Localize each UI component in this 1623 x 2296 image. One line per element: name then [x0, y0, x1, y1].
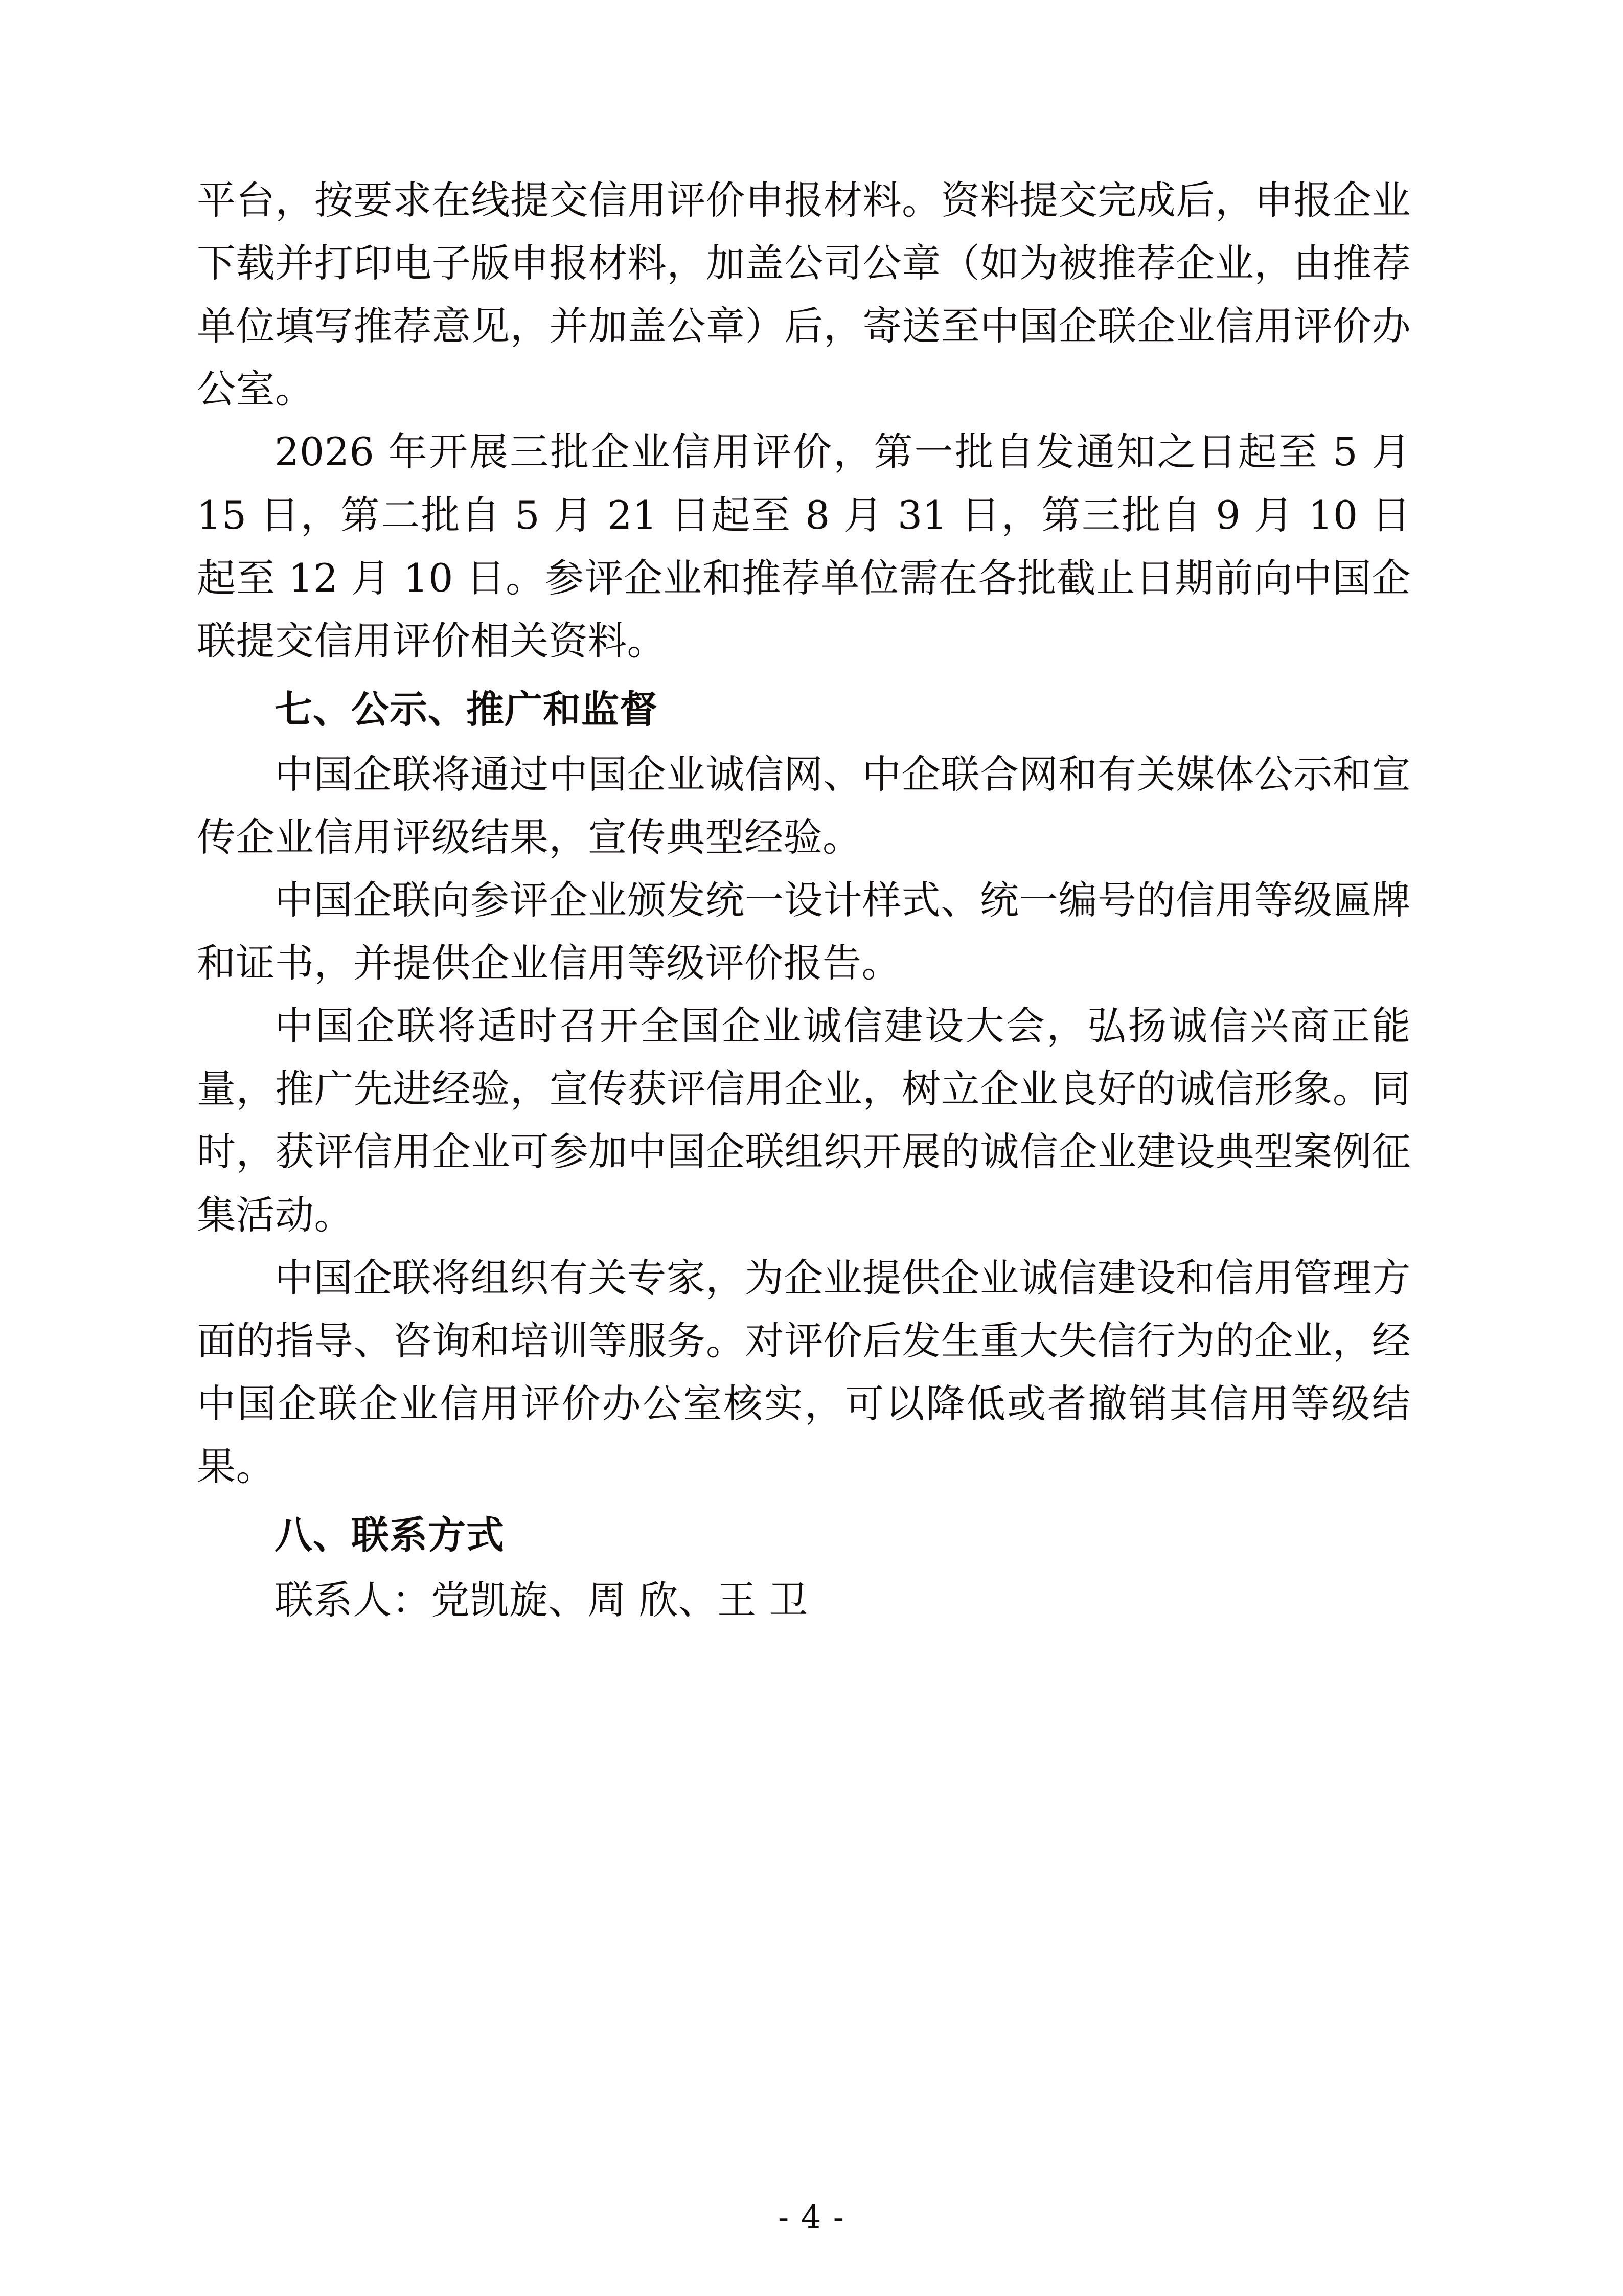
paragraph-continuation: 平台，按要求在线提交信用评价申报材料。资料提交完成后，申报企业下载并打印电子版申报材料，加盖公司公章（如为被推荐企业，由推荐单位填写推荐意见，并加盖公章）后，寄送至中国企联企业信用评价办公室。 [197, 177, 1411, 412]
paragraph-conference: 中国企联将适时召开全国企业诚信建设大会，弘扬诚信兴商正能量，推广先进经验，宣传获评信用企业，树立企业良好的诚信形象。同时，获评信用企业可参加中国企联组织开展的诚信企业建设典型案例征集活动。 [197, 1003, 1411, 1238]
section-heading-eight: 八、联系方式 [275, 1513, 505, 1558]
paragraph-contacts: 联系人：党凯旋、周 欣、王 卫 [275, 1577, 808, 1623]
page-number: - 4 - [778, 2198, 845, 2236]
paragraph-schedule: 2026 年开展三批企业信用评价，第一批自发通知之日起至 5 月 15 日，第二批自 5 月 21 日起至 8 月 31 日，第三批自 9 月 10 日起至 12 月 10 日。参评企业和推荐单位需在各批截止日期前向中国企联提交信用评价相关资料。 [197, 429, 1411, 664]
paragraph-certificates: 中国企联向参评企业颁发统一设计样式、统一编号的信用等级匾牌和证书，并提供企业信用等级评价报告。 [197, 877, 1411, 986]
paragraph-experts: 中国企联将组织有关专家，为企业提供企业诚信建设和信用管理方面的指导、咨询和培训等服务。对评价后发生重大失信行为的企业，经中国企联企业信用评价办公室核实，可以降低或者撤销其信用等级结果。 [197, 1255, 1411, 1489]
paragraph-publicity: 中国企联将通过中国企业诚信网、中企联合网和有关媒体公示和宣传企业信用评级结果，宣传典型经验。 [197, 751, 1411, 860]
section-heading-seven: 七、公示、推广和监督 [275, 687, 658, 732]
document-body [197, 169, 1411, 1631]
